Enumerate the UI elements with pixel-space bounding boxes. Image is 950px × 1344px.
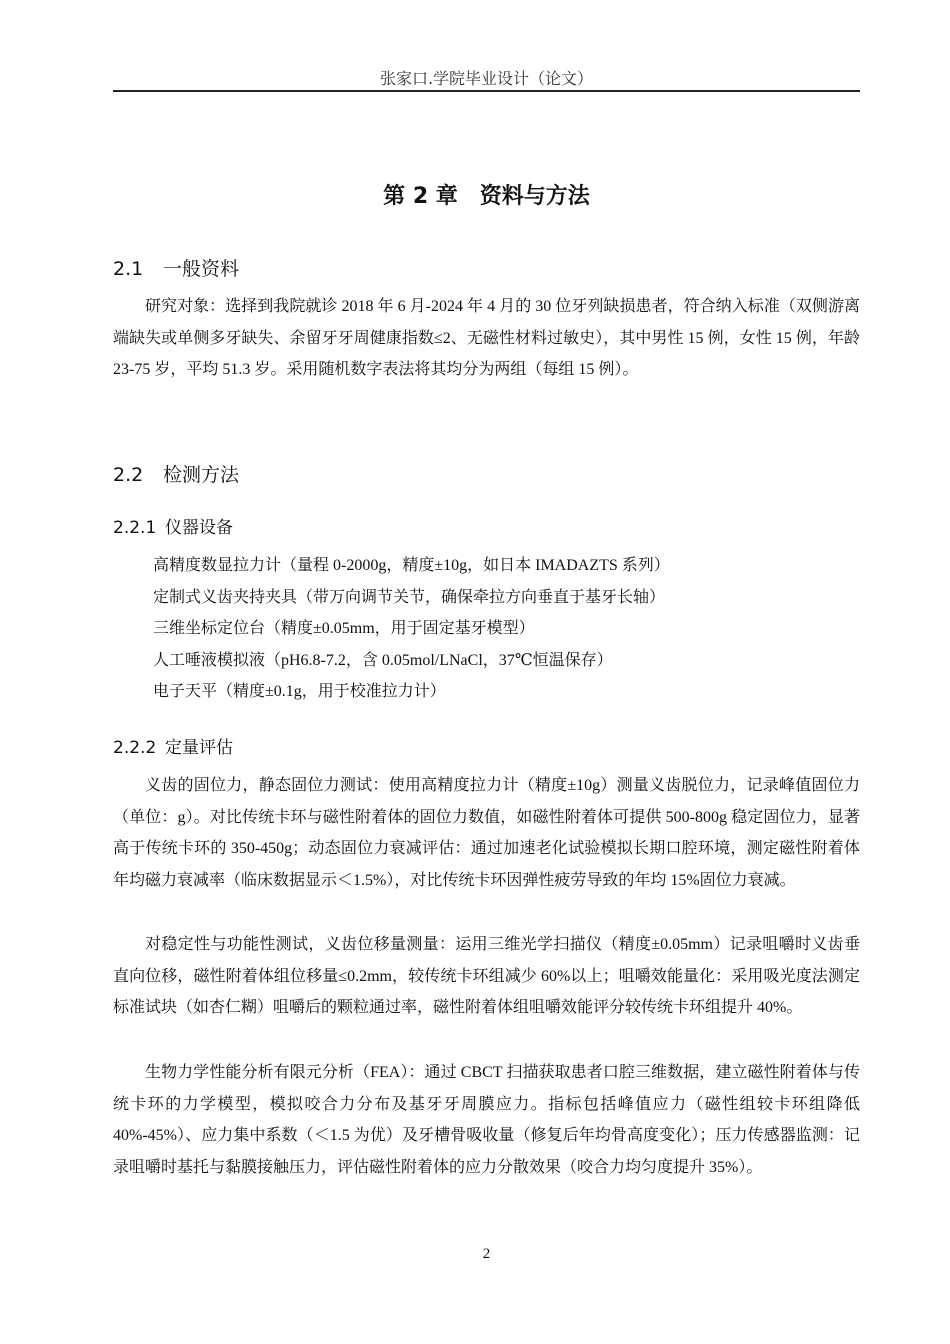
page-number: 2	[482, 1246, 491, 1262]
section-number: 2.1	[113, 258, 144, 280]
section-heading-2-2	[113, 460, 239, 487]
list-item: 定制式义齿夹持夹具（带万向调节关节，确保牵拉方向垂直于基牙长轴）	[153, 588, 666, 606]
section-heading-2-2-1	[113, 513, 233, 538]
chapter-title: 第 2 章 资料与方法	[383, 184, 590, 209]
paragraph-stability-function: 对稳定性与功能性测试，义齿位移量测量：运用三维光学扫描仪（精度±0.05mm）记录咀嚼时义齿垂直向位移，磁性附着体组位移量≤0.2mm，较传统卡环组减少 60%以上；咀嚼效能量化：采用吸光度法测定标准试块（如杏仁糊）咀嚼后的颗粒通过率，磁性附着体组咀嚼效能评分较传统卡环组提升 40%。	[113, 936, 860, 1016]
section-title: 仪器设备	[165, 518, 233, 538]
section-heading-2-1	[113, 254, 239, 281]
section-number: 2.2.1	[113, 518, 157, 538]
section-title: 定量评估	[165, 738, 233, 758]
list-item: 电子天平（精度±0.1g，用于校准拉力计）	[153, 683, 446, 700]
equipment-list	[153, 550, 670, 708]
list-item: 高精度数显拉力计（量程 0-2000g，精度±10g，如日本 IMADAZTS 系列）	[153, 557, 670, 574]
section-heading-2-2-2	[113, 733, 233, 758]
section-number: 2.2.2	[113, 738, 157, 758]
list-item: 三维坐标定位台（精度±0.05mm，用于固定基牙模型）	[153, 620, 535, 637]
list-item: 人工唾液模拟液（pH6.8-7.2，含 0.05mol/LNaCl，37℃恒温保存）	[153, 651, 613, 669]
section-title: 一般资料	[163, 258, 240, 280]
section-title: 检测方法	[163, 464, 240, 486]
running-header: 张家口.学院毕业设计（论文）	[379, 69, 594, 88]
header-divider	[113, 90, 860, 92]
paragraph-general-info: 研究对象：选择到我院就诊 2018 年 6 月-2024 年 4 月的 30 位牙列缺损患者，符合纳入标准（双侧游离端缺失或单侧多牙缺失、余留牙牙周健康指数≤2、无磁性材料过敏史），其中男性 15 例，女性 15 例，年龄 23-75 岁，平均 51.3 岁。采用随机数字表法将其均分为两组（每组 15 例）。	[113, 298, 860, 378]
paragraph-retention-force: 义齿的固位力，静态固位力测试：使用高精度拉力计（精度±10g）测量义齿脱位力，记录峰值固位力（单位：g）。对比传统卡环与磁性附着体的固位力数值，如磁性附着体可提供 500-800g 稳定固位力，显著高于传统卡环的 350-450g；动态固位力衰减评估：通过加速老化试验模拟长期口腔环境，测定磁性附着体年均磁力衰减率（临床数据显示＜1.5%），对比传统卡环因弹性疲劳导致的年均 15%固位力衰减。	[113, 777, 860, 889]
paragraph-biomechanics: 生物力学性能分析有限元分析（FEA）：通过 CBCT 扫描获取患者口腔三维数据，建立磁性附着体与传统卡环的力学模型，模拟咬合力分布及基牙牙周膜应力。指标包括峰值应力（磁性组较卡环组降低 40%-45%）、应力集中系数（＜1.5 为优）及牙槽骨吸收量（修复后年均骨高度变化）；压力传感器监测：记录咀嚼时基托与黏膜接触压力，评估磁性附着体的应力分散效果（咬合力均匀度提升 35%）。	[113, 1064, 860, 1176]
section-number: 2.2	[113, 464, 144, 486]
